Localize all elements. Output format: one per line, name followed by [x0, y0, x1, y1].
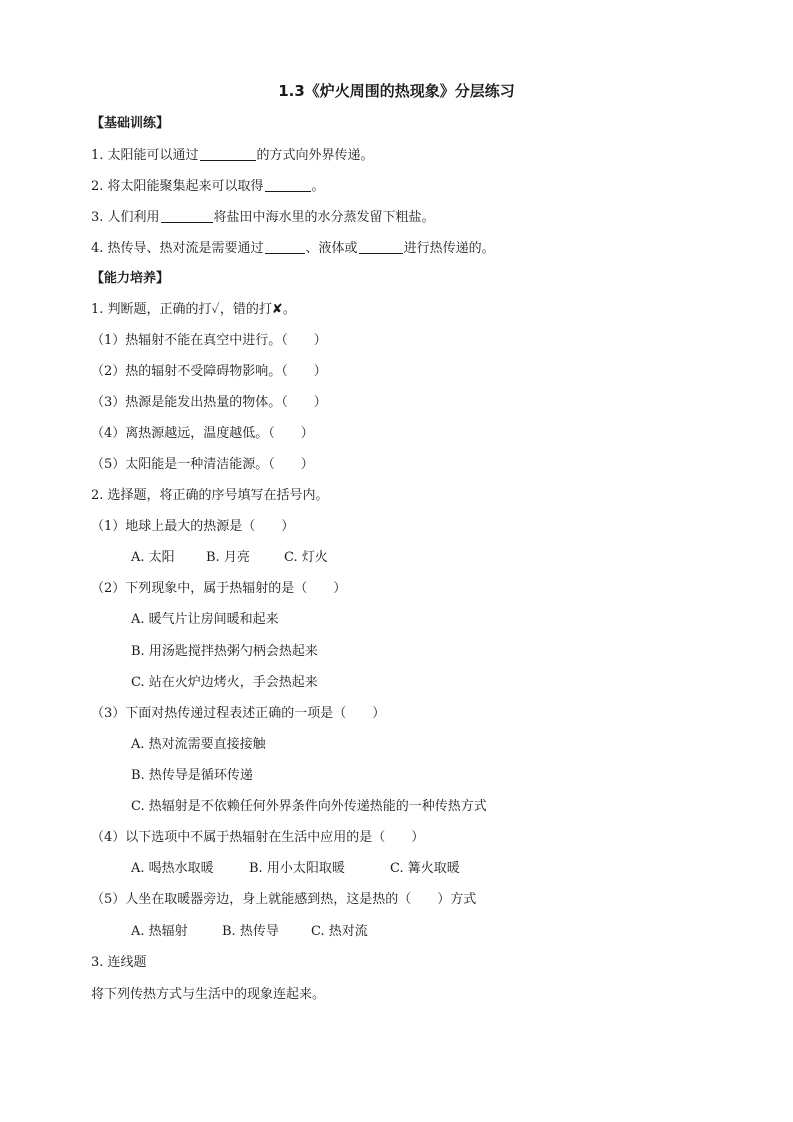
- basic-q2-text-before: 2. 将太阳能聚集起来可以取得: [91, 179, 264, 194]
- choice-title: 2. 选择题，将正确的序号填写在括号内。: [91, 488, 329, 503]
- judge-title: 1. 判断题，正确的打✓，错的打✘。: [91, 302, 296, 317]
- choice-question-2: （2）下列现象中，属于热辐射的是（ ）: [91, 581, 347, 596]
- basic-q4-text-before: 4. 热传导、热对流是需要通过: [91, 241, 264, 256]
- option: A. 热辐射: [131, 924, 188, 939]
- match-title: 3. 连线题: [91, 955, 147, 970]
- basic-q4-text-mid: 、液体或: [305, 241, 358, 256]
- basic-question-3: [91, 208, 435, 227]
- basic-q1-text-before: 1. 太阳能可以通过: [91, 148, 199, 163]
- option: A. 喝热水取暖: [131, 861, 214, 876]
- basic-q2-text-after: 。: [311, 179, 325, 194]
- choice-question-1: （1）地球上最大的热源是（ ）: [91, 519, 295, 534]
- judge-item: （4）离热源越远，温度越低。（ ）: [91, 426, 314, 441]
- judge-item: （3）热源是能发出热量的物体。（ ）: [91, 395, 327, 410]
- section-heading-basic: 【基础训练】: [91, 116, 170, 131]
- option: C. 灯火: [284, 550, 328, 565]
- basic-q3-text-before: 3. 人们利用: [91, 210, 160, 225]
- choice-q4-options: [131, 860, 460, 878]
- basic-question-2: [91, 177, 325, 196]
- answer-blank[interactable]: [265, 177, 311, 192]
- answer-blank[interactable]: [200, 146, 256, 161]
- judge-item: （2）热的辐射不受障碍物影响。（ ）: [91, 364, 327, 379]
- choice-q5-options: [131, 923, 368, 941]
- choice-q1-options: [131, 549, 328, 567]
- choice-question-3: （3）下面对热传递过程表述正确的一项是（ ）: [91, 706, 386, 721]
- section-heading-ability: 【能力培养】: [91, 271, 170, 286]
- option: A. 太阳: [131, 550, 175, 565]
- page-title: 1.3《炉火周围的热现象》分层练习: [278, 82, 515, 100]
- option: C. 篝火取暖: [390, 861, 460, 876]
- match-description: 将下列传热方式与生活中的现象连起来。: [91, 987, 326, 1002]
- option: C. 热辐射是不依赖任何外界条件向外传递热能的一种传热方式: [131, 799, 487, 814]
- option: B. 用小太阳取暖: [249, 861, 345, 876]
- basic-question-1: [91, 146, 374, 165]
- choice-question-5: （5）人坐在取暖器旁边，身上就能感到热，这是热的（ ）方式: [91, 892, 477, 907]
- basic-q4-text-after: 进行热传递的。: [403, 241, 495, 256]
- basic-q3-text-after: 将盐田中海水里的水分蒸发留下粗盐。: [213, 210, 435, 225]
- answer-blank[interactable]: [265, 239, 305, 254]
- option: C. 站在火炉边烤火，手会热起来: [131, 675, 318, 690]
- option: B. 热传导: [222, 924, 279, 939]
- option: C. 热对流: [311, 924, 368, 939]
- option: B. 用汤匙搅拌热粥勺柄会热起来: [131, 644, 318, 659]
- option: B. 热传导是循环传递: [131, 768, 253, 783]
- basic-question-4: [91, 239, 495, 258]
- option: A. 热对流需要直接接触: [131, 737, 266, 752]
- answer-blank[interactable]: [359, 239, 403, 254]
- basic-q1-text-after: 的方式向外界传递。: [256, 148, 374, 163]
- answer-blank[interactable]: [161, 208, 213, 223]
- judge-item: （1）热辐射不能在真空中进行。（ ）: [91, 333, 327, 348]
- option: A. 暖气片让房间暖和起来: [131, 612, 279, 627]
- choice-question-4: （4）以下选项中不属于热辐射在生活中应用的是（ ）: [91, 830, 425, 845]
- option: B. 月亮: [206, 550, 250, 565]
- judge-item: （5）太阳能是一种清洁能源。（ ）: [91, 457, 314, 472]
